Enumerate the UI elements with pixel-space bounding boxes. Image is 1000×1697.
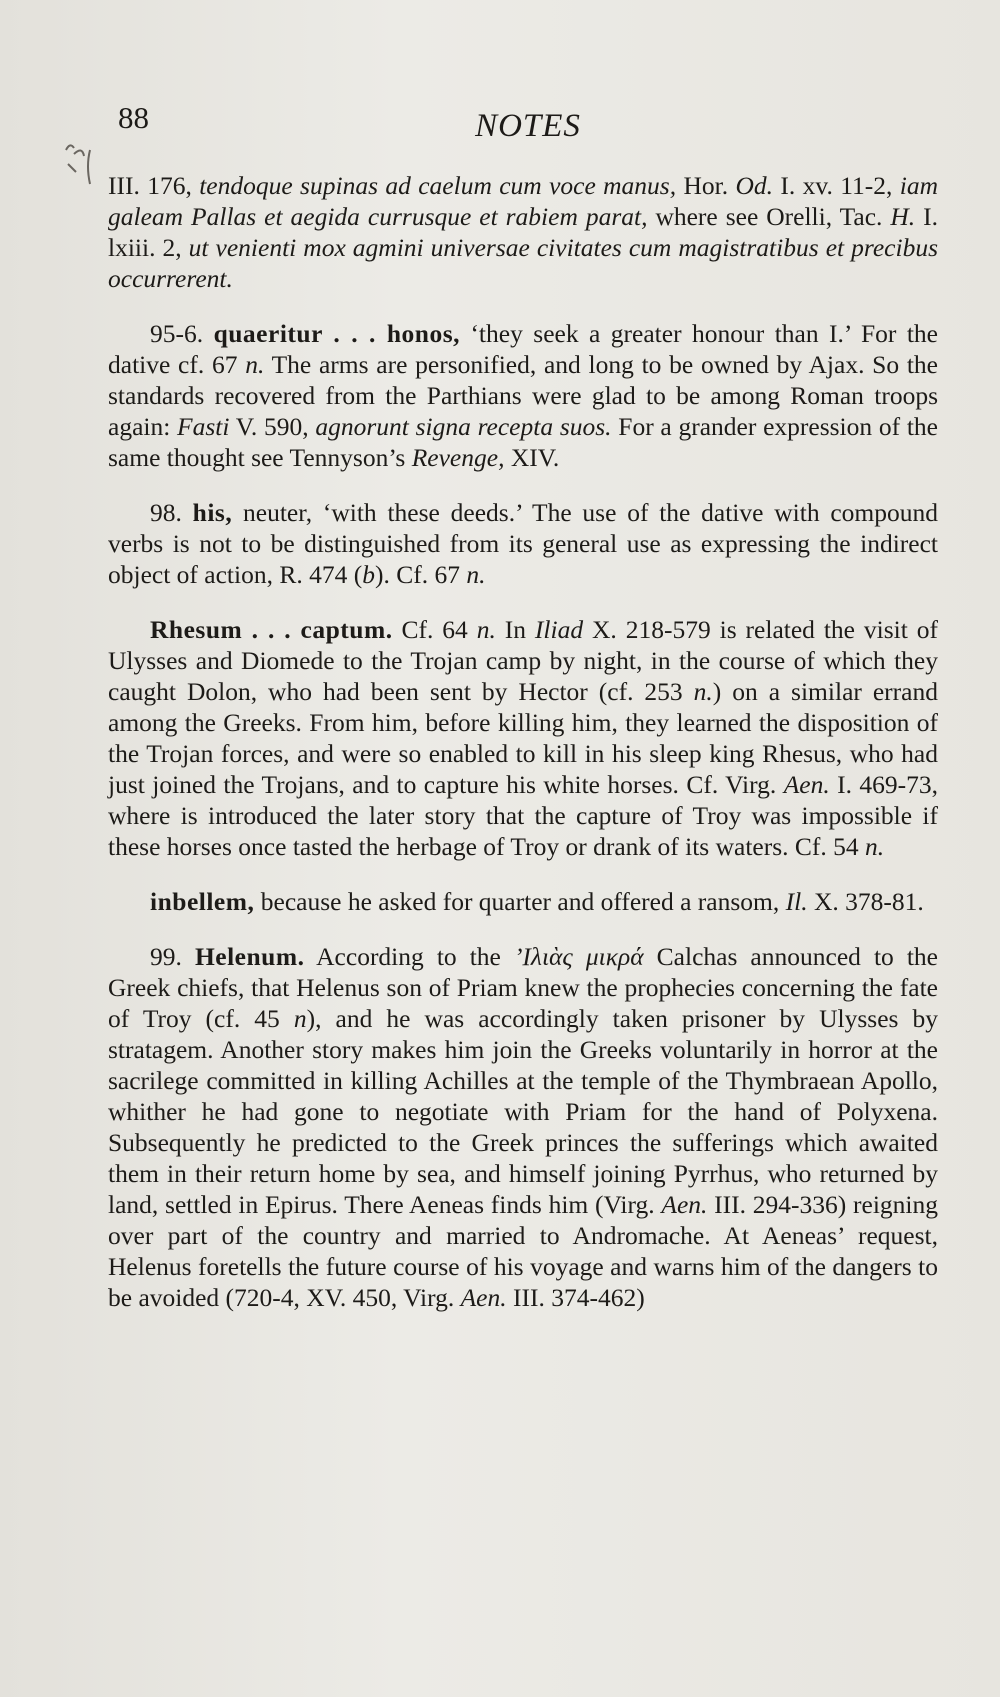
note-text: XIV.	[504, 443, 560, 472]
note-paragraph	[108, 497, 938, 590]
note-text: The arms are personified, and long to be owned by Ajax. So the standards recovered from the Parthians were glad to be among Roman troops again:	[108, 350, 938, 441]
note-text: n.	[693, 677, 713, 706]
note-text: n	[293, 1004, 307, 1033]
note-text: 95-6.	[150, 319, 214, 348]
note-text: b	[362, 560, 375, 589]
note-text: tendoque supinas ad caelum cum voce manus,	[199, 171, 677, 200]
note-text: I. lxiii. 2,	[108, 202, 938, 262]
note-text: H.	[890, 202, 916, 231]
note-text: According to the	[304, 942, 514, 971]
note-text: X. 378-81.	[807, 887, 924, 916]
note-text: n.	[476, 615, 496, 644]
note-headword: inbellem,	[150, 887, 255, 916]
note-text: Od.	[735, 171, 774, 200]
note-text: 98.	[150, 498, 193, 527]
note-text: In	[495, 615, 535, 644]
note-text: n.	[245, 350, 265, 379]
note-paragraph	[108, 614, 938, 862]
note-text: Iliad	[534, 615, 584, 644]
note-headword: quaeritur . . . honos,	[213, 319, 460, 348]
note-text: III. 294-336) reigning over part of the country and married to Andromache. At Aeneas’ request, Helenus foretells the future course of his voyage and warns him of the dangers to be avoided (720-4, XV. 450, Virg.	[108, 1190, 938, 1312]
note-text: neuter, ‘with these deeds.’ The use of the dative with compound verbs is not to be distinguished from its general use as expressing the indirect object of action, R. 474 (	[108, 498, 938, 589]
note-text: ut venienti mox agmini universae civitates cum magistratibus et precibus occurrerent.	[108, 233, 939, 293]
note-text: Aen.	[661, 1190, 708, 1219]
note-paragraph	[108, 170, 938, 294]
note-text: n.	[466, 560, 486, 589]
note-text: n.	[865, 832, 885, 861]
note-text: where see Orelli, Tac.	[647, 202, 891, 231]
note-text: Cf. 64	[392, 615, 477, 644]
note-text: Fasti	[177, 412, 230, 441]
note-text: For a grander expression of the same thought see Tennyson’s	[108, 412, 938, 472]
note-text: ’Ιλιὰς μικρά	[513, 942, 644, 971]
note-paragraph	[108, 318, 938, 473]
note-text: Revenge,	[411, 443, 505, 472]
note-text: 99.	[150, 942, 195, 971]
note-text: I. 469-73, where is introduced the later story that the capture of Troy was impossible if these horses once tasted the herbage of Troy or drank of its waters. Cf. 54	[108, 770, 939, 861]
note-paragraph	[108, 886, 938, 917]
note-text: because he asked for quarter and offered a ransom,	[254, 887, 786, 916]
note-text: iam galeam Pallas et aegida currusque et rabiem parat,	[108, 171, 938, 231]
pencil-margin-mark	[60, 140, 100, 190]
note-text: Aen.	[460, 1283, 507, 1312]
note-text: agnorunt signa recepta suos.	[315, 412, 612, 441]
note-text: V. 590,	[229, 412, 316, 441]
note-text: ). Cf. 67	[374, 560, 467, 589]
page-header	[118, 100, 938, 150]
note-headword: Helenum.	[194, 942, 305, 971]
note-text: Il.	[785, 887, 808, 916]
notes-body	[108, 170, 938, 1337]
note-headword: Rhesum . . . captum.	[150, 615, 393, 644]
note-text: Hor.	[676, 171, 736, 200]
note-text: I. xv. 11-2,	[773, 171, 900, 200]
note-text: Aen.	[783, 770, 830, 799]
note-text: X. 218-579 is related the visit of Ulysses and Diomede to the Trojan camp by night, in the course of which they caught Dolon, who had been sent by Hector (cf. 253	[108, 615, 938, 706]
note-text: ‘they seek a greater honour than I.’ For the dative cf. 67	[108, 319, 938, 379]
note-text: ) on a similar errand among the Greeks. From him, before killing him, they learned the disposition of the Trojan forces, and were so enabled to kill in his sleep king Rhesus, who had just joined the Trojans, and to capture his white horses. Cf. Virg.	[108, 677, 938, 799]
note-headword: his,	[192, 498, 233, 527]
note-text: Calchas announced to the Greek chiefs, that Helenus son of Priam knew the prophecies concerning the fate of Troy (cf. 45	[108, 942, 938, 1033]
note-text: ), and he was accordingly taken prisoner by Ulysses by stratagem. Another story makes him join the Greeks voluntarily in horror at the sacrilege committed in killing Achilles at the temple of the Thymbraean Apollo, whither he had gone to negotiate with Priam for the hand of Polyxena. Subsequently he predicted to the Greek princes the sufferings which awaited them in their return home by sea, and himself joining Pyrrhus, who returned by land, settled in Epirus. There Aeneas finds him (Virg.	[108, 1004, 938, 1219]
note-text: III. 374-462)	[506, 1283, 645, 1312]
note-text: III. 176,	[108, 171, 200, 200]
page-number: 88	[118, 100, 149, 135]
running-title: NOTES	[475, 108, 581, 144]
note-paragraph	[108, 941, 938, 1313]
